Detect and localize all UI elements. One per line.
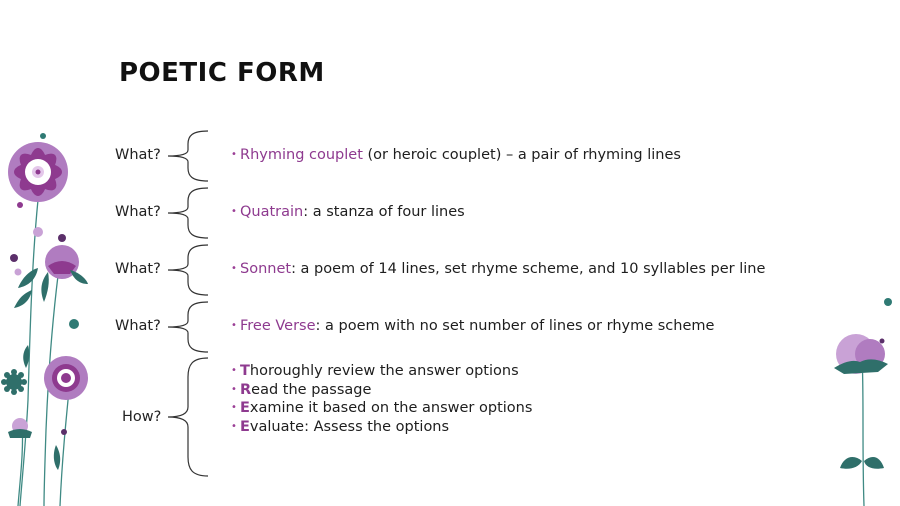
bullet-icon: • [231,149,237,160]
right-flower-decoration [820,286,900,506]
row-2-label: What? [115,204,161,220]
term-quatrain: Quatrain [240,204,304,220]
brace-icon [166,357,210,477]
definition-text: (or heroic couplet) – a pair of rhyming lines [362,147,681,163]
term-rhyming-couplet: Rhyming couplet [240,147,363,163]
brace-icon [166,301,210,353]
row-2-text [231,204,465,220]
row-3-label: What? [115,261,161,277]
list-item: • Evaluate: Assess the options [231,418,450,435]
list-item: • Examine it based on the answer options [231,400,533,416]
bullet-icon: • [231,365,237,376]
list-item: • Thoroughly review the answer options [231,363,519,379]
bullet-icon: • [231,402,237,413]
how-label: How? [122,409,162,425]
row-4-label: What? [115,318,161,334]
bullet-icon: • [231,320,237,331]
list-item: • Read the passage [231,381,372,398]
left-flower-decoration [0,0,110,506]
bullet-icon: • [231,420,237,432]
page-title: POETIC FORM [119,58,325,88]
bullet-icon: • [231,263,237,274]
definition-text: : a stanza of four lines [303,204,465,220]
row-3-text [231,261,765,277]
brace-icon [166,187,210,239]
brace-icon [166,130,210,182]
how-steps-list [231,362,532,436]
row-4-text [231,318,714,334]
bullet-icon: • [231,383,237,395]
row-1-label: What? [115,147,161,163]
term-sonnet: Sonnet [240,261,292,277]
brace-icon [166,244,210,296]
definition-text: : a poem with no set number of lines or rhyme scheme [315,318,715,334]
definition-text: : a poem of 14 lines, set rhyme scheme, and 10 syllables per line [291,261,766,277]
term-free-verse: Free Verse [240,318,316,334]
row-1-text [231,147,681,163]
bullet-icon: • [231,206,237,217]
